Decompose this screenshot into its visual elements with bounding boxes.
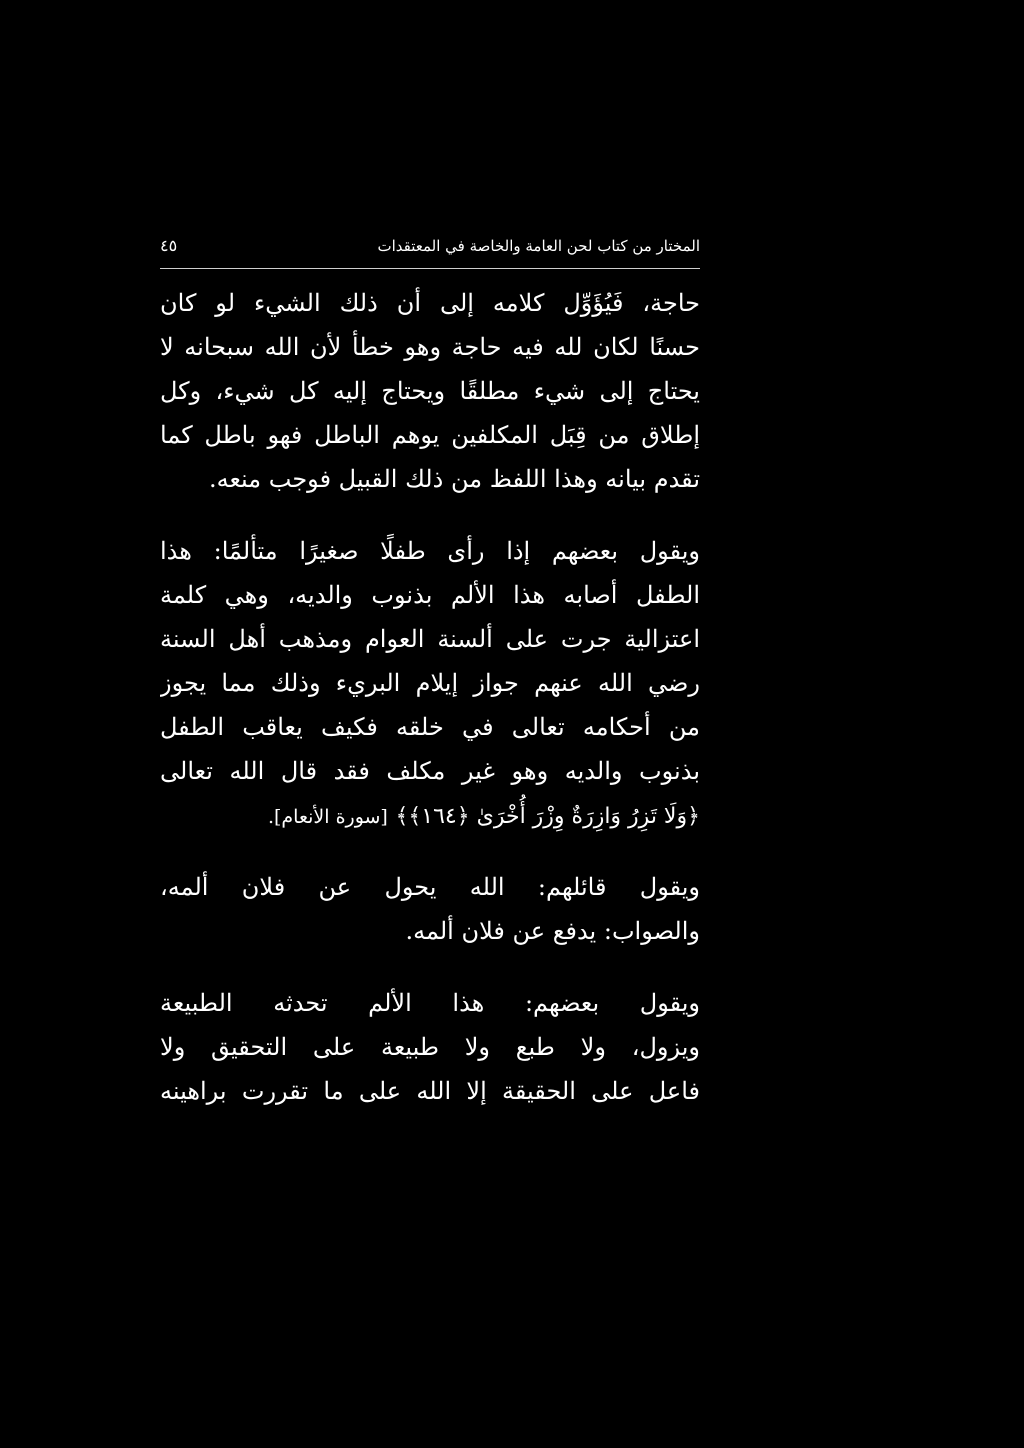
paragraph-2 (160, 529, 700, 837)
text-line: إطلاق من قِبَل المكلفين يوهم الباطل فهو باطل كما (160, 421, 700, 449)
page-number: ٤٥ (160, 236, 178, 255)
text-line: ويقول بعضهم: هذا الألم تحدثه الطبيعة (160, 989, 700, 1017)
running-header-title: المختار من كتاب لحن العامة والخاصة في المعتقدات (377, 237, 700, 255)
text-line: ويقول قائلهم: الله يحول عن فلان ألمه، (160, 873, 700, 901)
text-line: والصواب: يدفع عن فلان ألمه. (405, 917, 700, 945)
text-line: حاجة، فَيُؤَوِّل كلامه إلى أن ذلك الشيء لو كان (160, 289, 700, 317)
verse-reference: [سورة الأنعام]. (267, 806, 388, 828)
paragraph-gap (160, 953, 700, 981)
text-line: ويقول بعضهم إذا رأى طفلًا صغيرًا متألمًا: هذا (160, 537, 700, 565)
paragraph-gap (160, 837, 700, 865)
text-line: يحتاج إلى شيء مطلقًا ويحتاج إليه كل شيء، وكل (160, 377, 700, 405)
header-rule (160, 268, 700, 269)
paragraph-3 (160, 865, 700, 953)
text-line: حسنًا لكان لله فيه حاجة وهو خطأ لأن الله سبحانه لا (160, 333, 700, 361)
paragraph-gap (160, 501, 700, 529)
text-line: رضي الله عنهم جواز إيلام البريء وذلك مما يجوز (160, 669, 700, 697)
text-line: ويزول، ولا طبع ولا طبيعة على التحقيق ولا (160, 1033, 700, 1061)
text-line: بذنوب والديه وهو غير مكلف فقد قال الله تعالى (160, 757, 700, 785)
text-line: من أحكامه تعالى في خلقه فكيف يعاقب الطفل (160, 713, 700, 741)
quran-verse: ﴿وَلَا تَزِرُ وَازِرَةٌ وِزْرَ أُخْرَىٰ ﴿١٦٤﴾﴾ (395, 804, 700, 829)
text-line: الطفل أصابه هذا الألم بذنوب والديه، وهي كلمة (160, 581, 700, 609)
text-line: اعتزالية جرت على ألسنة العوام ومذهب أهل السنة (160, 625, 700, 653)
paragraph-4 (160, 981, 700, 1113)
running-header (160, 222, 700, 256)
book-page (160, 222, 700, 1113)
text-line: فاعل على الحقيقة إلا الله على ما تقررت براهينه (160, 1077, 700, 1105)
text-line: تقدم بيانه وهذا اللفظ من ذلك القبيل فوجب منعه. (208, 465, 700, 493)
paragraph-1 (160, 281, 700, 501)
verse-line (160, 793, 700, 837)
